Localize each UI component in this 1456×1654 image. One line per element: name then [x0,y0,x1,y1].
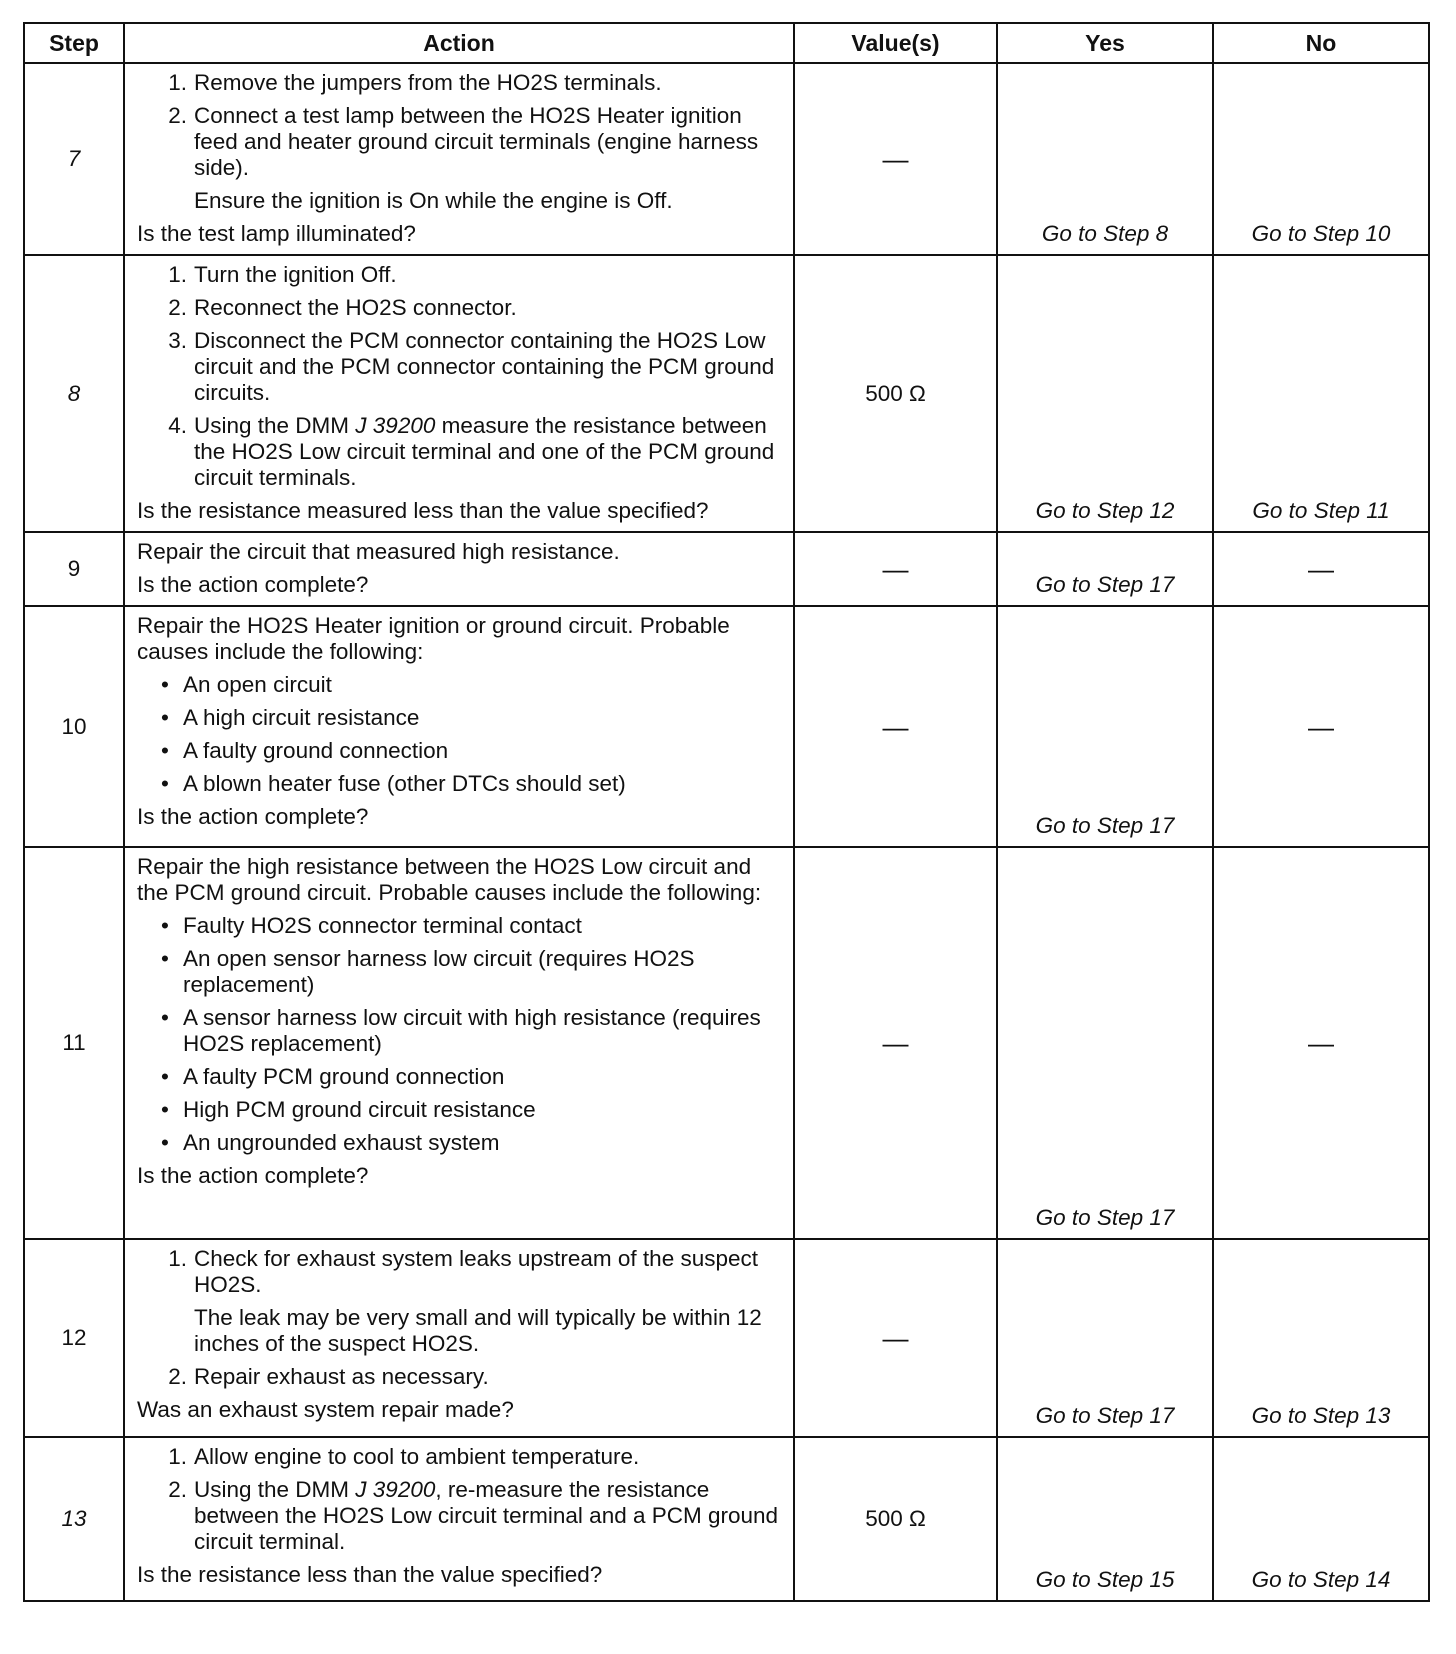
step-number: 10 [24,606,124,847]
diagnostic-table [23,22,1430,1602]
value-cell: — [794,606,997,847]
action-question: Is the resistance less than the value specified? [137,1562,603,1587]
numbered-list [137,1246,783,1298]
step-number: 13 [24,1437,124,1601]
action-intro: Repair the circuit that measured high resistance. [137,539,620,564]
table-row [24,1239,1429,1437]
action-cell [124,1239,794,1437]
action-note: The leak may be very small and will typically be within 12 inches of the suspect HO2S. [194,1305,762,1356]
list-item: • A blown heater fuse (other DTCs should set) [137,771,783,797]
header-yes: Yes [997,23,1213,63]
action-cell [124,532,794,606]
numbered-list [137,262,783,491]
value-cell: — [794,63,997,255]
header-no: No [1213,23,1429,63]
yes-cell: Go to Step 17 [997,847,1213,1239]
table-row [24,255,1429,532]
tool-reference: J 39200 [355,413,436,438]
numbered-list [137,1444,783,1555]
table-row [24,606,1429,847]
action-intro: Repair the high resistance between the HO2S Low circuit and the PCM ground circuit. Probable causes include the following: [137,854,762,905]
yes-cell: Go to Step 15 [997,1437,1213,1601]
action-cell [124,255,794,532]
table-row [24,63,1429,255]
step-number: 9 [24,532,124,606]
action-question: Is the action complete? [137,572,369,597]
no-cell: — [1213,606,1429,847]
value-cell: — [794,532,997,606]
list-item: • An ungrounded exhaust system [137,1130,783,1156]
bullet-list [137,672,783,797]
action-cell [124,606,794,847]
numbered-list [137,1364,783,1390]
yes-cell: Go to Step 8 [997,63,1213,255]
list-item: 3 . Disconnect the PCM connector containing the HO2S Low circuit and the PCM connector containing the PCM ground circuits. [137,328,783,406]
list-item: 4 . Using the DMM J 39200 measure the resistance between the HO2S Low circuit terminal and one of the PCM ground circuit terminals. [137,413,783,491]
action-cell [124,847,794,1239]
no-cell: Go to Step 14 [1213,1437,1429,1601]
list-item: • A faulty PCM ground connection [137,1064,783,1090]
action-question: Is the test lamp illuminated? [137,221,416,246]
value-cell: 500 Ω [794,255,997,532]
step-number: 11 [24,847,124,1239]
yes-cell: Go to Step 17 [997,1239,1213,1437]
no-cell: — [1213,532,1429,606]
no-cell: Go to Step 13 [1213,1239,1429,1437]
yes-cell: Go to Step 17 [997,532,1213,606]
action-cell [124,63,794,255]
step-number: 12 [24,1239,124,1437]
value-cell: 500 Ω [794,1437,997,1601]
header-step: Step [24,23,124,63]
list-item: 2 . Reconnect the HO2S connector. [137,295,783,321]
action-question: Was an exhaust system repair made? [137,1397,514,1422]
no-cell: — [1213,847,1429,1239]
list-item: 2 . Repair exhaust as necessary. [137,1364,783,1390]
table-row [24,1437,1429,1601]
list-item: • A high circuit resistance [137,705,783,731]
no-cell: Go to Step 10 [1213,63,1429,255]
no-cell: Go to Step 11 [1213,255,1429,532]
list-item: • An open sensor harness low circuit (requires HO2S replacement) [137,946,783,998]
list-item: • An open circuit [137,672,783,698]
list-item: 1 . Turn the ignition Off. [137,262,783,288]
action-question: Is the resistance measured less than the value specified? [137,498,709,523]
list-item: 1 . Remove the jumpers from the HO2S terminals. [137,70,783,96]
list-item: • High PCM ground circuit resistance [137,1097,783,1123]
list-item: • Faulty HO2S connector terminal contact [137,913,783,939]
action-question: Is the action complete? [137,1163,369,1188]
list-item: 2 . Connect a test lamp between the HO2S Heater ignition feed and heater ground circuit terminals (engine harness side). [137,103,783,181]
value-cell: — [794,1239,997,1437]
numbered-list [137,70,783,181]
tool-reference: J 39200 [355,1477,436,1502]
list-item: 2 . Using the DMM J 39200, re-measure the resistance between the HO2S Low circuit terminal and a PCM ground circuit terminal. [137,1477,783,1555]
yes-cell: Go to Step 17 [997,606,1213,847]
list-item: • A faulty ground connection [137,738,783,764]
list-item: • A sensor harness low circuit with high resistance (requires HO2S replacement) [137,1005,783,1057]
bullet-list [137,913,783,1156]
step-number: 8 [24,255,124,532]
list-item: 1 . Check for exhaust system leaks upstream of the suspect HO2S. [137,1246,783,1298]
header-action: Action [124,23,794,63]
header-values: Value(s) [794,23,997,63]
action-cell [124,1437,794,1601]
step-number: 7 [24,63,124,255]
value-cell: — [794,847,997,1239]
list-item: 1 . Allow engine to cool to ambient temperature. [137,1444,783,1470]
action-note: Ensure the ignition is On while the engine is Off. [194,188,673,213]
header-row [24,23,1429,63]
yes-cell: Go to Step 12 [997,255,1213,532]
action-question: Is the action complete? [137,804,369,829]
action-intro: Repair the HO2S Heater ignition or ground circuit. Probable causes include the following: [137,613,730,664]
table-row [24,847,1429,1239]
table-row [24,532,1429,606]
